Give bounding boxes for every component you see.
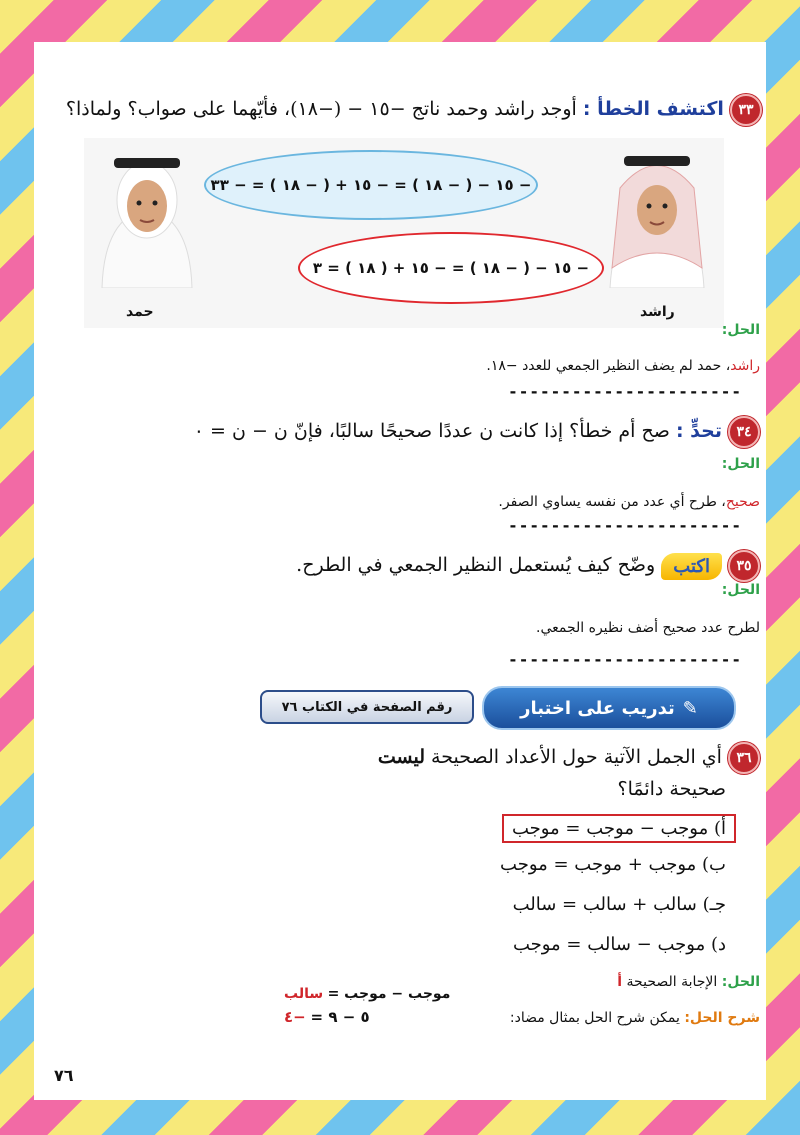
counter-words: موجب − موجب = — [327, 986, 451, 1002]
test-practice-title: تدريب على اختبار — [520, 697, 675, 719]
answer-text: ، طرح أي عدد من نفسه يساوي الصفر. — [498, 494, 726, 510]
page-number: ٧٦ — [54, 1066, 74, 1085]
question-number-badge: ٣٤ — [728, 416, 760, 448]
rashid-equation: − ١٥ − ( − ١٨ ) = − ١٥ + ( ١٨ ) = ٣ — [312, 259, 590, 277]
separator-line: ---------------------- — [508, 382, 742, 401]
solution-answer: لطرح عدد صحيح أضف نظيره الجمعي. — [536, 620, 760, 636]
rashid-speech-bubble — [298, 232, 604, 304]
solution-label: الحل: — [721, 582, 760, 598]
option-text: سالب + سالب = سالب — [512, 894, 697, 915]
option-c[interactable] — [513, 894, 726, 915]
option-text: موجب − سالب = موجب — [512, 934, 706, 955]
option-letter: جـ) — [702, 894, 726, 915]
solution-label: الحل: — [721, 974, 760, 990]
counter-example-numbers — [284, 1008, 370, 1026]
counter-example-words — [284, 986, 450, 1002]
counter-numbers: ٥ − ٩ = — [310, 1008, 370, 1026]
test-practice-banner — [482, 686, 736, 730]
question-35 — [296, 550, 760, 582]
option-letter: ب) — [702, 854, 726, 875]
rashid-name: راشد — [640, 304, 675, 320]
option-d[interactable] — [513, 934, 726, 955]
hamad-name: حمد — [126, 304, 154, 320]
option-text: موجب − موجب = موجب — [511, 818, 709, 839]
question-number-badge: ٣٥ — [728, 550, 760, 582]
solution-label: الحل: — [721, 322, 760, 338]
question-text: صح أم خطأ؟ إذا كانت ن عددًا صحيحًا سالبًا، فإنّ ن − ن = ٠ — [193, 420, 670, 442]
book-page-reference: رقم الصفحة في الكتاب ٧٦ — [260, 690, 474, 724]
question-33 — [66, 94, 762, 126]
q36-solution — [617, 974, 760, 990]
question-34 — [194, 416, 760, 448]
question-text: أوجد راشد وحمد ناتج −١٥ − (−١٨)، فأيّهما على صواب؟ ولماذا؟ — [65, 98, 577, 120]
question-number-badge: ٣٦ — [728, 742, 760, 774]
solution-answer — [498, 494, 760, 510]
write-keyword: اكتب — [661, 553, 722, 580]
spot-error-keyword: اكتشف الخطأ : — [582, 98, 724, 120]
option-b[interactable] — [500, 854, 726, 875]
answer-text: ، حمد لم يضف النظير الجمعي للعدد −١٨. — [486, 358, 731, 374]
solution-text: الإجابة الصحيحة — [626, 974, 718, 990]
question-emphasis: ليست — [377, 746, 425, 768]
question-number-badge: ٣٣ — [730, 94, 762, 126]
answer-highlight: صحيح — [725, 494, 760, 510]
hamad-avatar — [92, 148, 202, 288]
question-36 — [378, 742, 760, 774]
option-a[interactable] — [502, 814, 736, 843]
option-letter: أ) — [713, 818, 726, 839]
hamad-equation: − ١٥ − ( − ١٨ ) = − ١٥ + ( − ١٨ ) = − ٣٣ — [210, 176, 532, 194]
worksheet-page — [34, 42, 766, 1100]
pencil-icon: ✎ — [682, 697, 698, 719]
question-36-line2: صحيحة دائمًا؟ — [617, 778, 726, 800]
counter-result-word: سالب — [284, 986, 324, 1002]
q36-explanation — [510, 1010, 760, 1026]
hamad-speech-bubble — [204, 150, 538, 220]
explain-label: شرح الحل: — [684, 1010, 760, 1026]
question-text: وضّح كيف يُستعمل النظير الجمعي في الطرح. — [296, 554, 656, 576]
solution-label: الحل: — [721, 456, 760, 472]
option-letter: د) — [710, 934, 726, 955]
counter-result-number: −٤ — [284, 1008, 306, 1026]
solution-answer — [486, 358, 760, 374]
separator-line: ---------------------- — [508, 650, 742, 669]
question-text: أي الجمل الآتية حول الأعداد الصحيحة — [431, 746, 722, 768]
challenge-keyword: تحدٍّ : — [675, 420, 722, 442]
rashid-avatar — [602, 148, 712, 288]
option-text: موجب + موجب = موجب — [500, 854, 697, 875]
explain-text: يمكن شرح الحل بمثال مضاد: — [509, 1010, 680, 1026]
answer-highlight: راشد — [730, 358, 760, 374]
separator-line: ---------------------- — [508, 516, 742, 535]
solution-letter: أ — [617, 974, 623, 990]
